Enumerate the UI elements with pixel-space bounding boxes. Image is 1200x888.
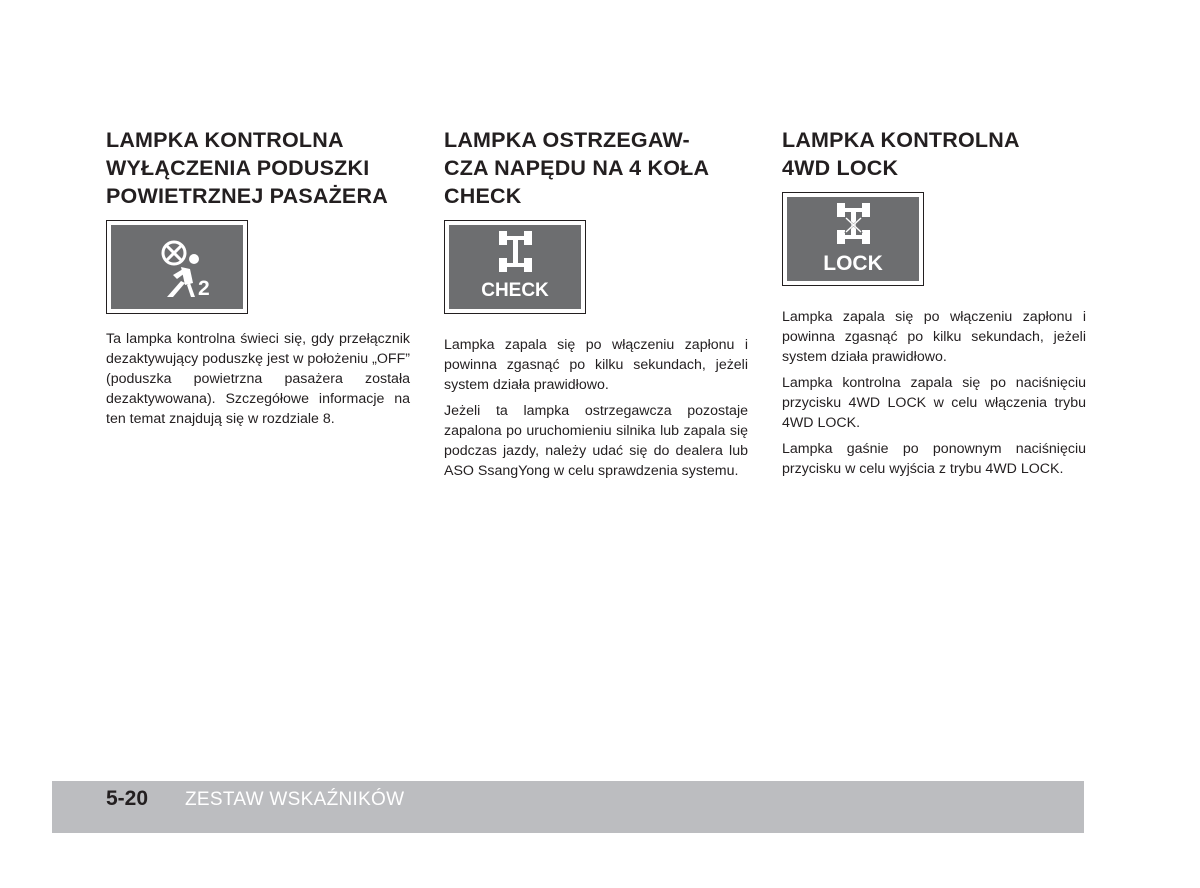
body-text <box>106 329 410 429</box>
airbag-icon-number: 2 <box>198 277 210 300</box>
heading-line: CHECK <box>444 184 522 208</box>
heading-line: LAMPKA KONTROLNA <box>106 128 344 152</box>
warning-lamp-frame <box>444 220 586 314</box>
page-number: 5-20 <box>106 787 149 810</box>
paragraph: Lampka zapala się po włączeniu zapłonu i powinna zgasnąć po kilku sekundach, jeżeli system działa prawidłowo. <box>444 337 748 393</box>
paragraph: Ta lampka kontrolna świeci się, gdy przełącznik dezaktywujący poduszkę jest w położeniu „OFF” (poduszka powietrzna pasażera została dezaktywowana). Szczegółowe informacje na ten temat znajdują się w rozdziale 8. <box>106 331 410 427</box>
paragraph: Lampka zapala się po włączeniu zapłonu i powinna zgasnąć po kilku sekundach, jeżeli system działa prawidłowo. <box>782 309 1086 365</box>
column-4wd-lock <box>782 126 1086 485</box>
warning-lamp-frame <box>106 220 248 314</box>
4wd-check-icon <box>449 225 581 309</box>
section-title: ZESTAW WSKAŹNIKÓW <box>185 789 405 810</box>
heading-line: LAMPKA KONTROLNA <box>782 128 1020 152</box>
section-heading <box>782 126 1086 182</box>
paragraph: Jeżeli ta lampka ostrzegawcza pozostaje zapalona po uruchomieniu silnika lub zapala się podczas jazdy, należy udać się do dealera lub ASO SsangYong w celu sprawdzenia systemu. <box>444 403 748 479</box>
check-label: CHECK <box>481 280 549 301</box>
paragraph: Lampka kontrolna zapala się po naciśnięciu przycisku 4WD LOCK w celu włączenia trybu 4WD LOCK. <box>782 375 1086 431</box>
heading-line: CZA NAPĘDU NA 4 KOŁA <box>444 156 710 180</box>
body-text <box>444 335 748 481</box>
column-4wd-check <box>444 126 748 487</box>
4wd-lock-icon <box>787 197 919 281</box>
section-heading <box>106 126 410 210</box>
lock-label: LOCK <box>823 252 883 275</box>
heading-line: LAMPKA OSTRZEGAW- <box>444 128 690 152</box>
section-heading <box>444 126 748 210</box>
heading-line: 4WD LOCK <box>782 156 899 180</box>
body-text <box>782 307 1086 479</box>
heading-line: WYŁĄCZENIA PODUSZKI <box>106 156 370 180</box>
warning-lamp-frame <box>782 192 924 286</box>
airbag-off-icon <box>111 225 243 309</box>
page-footer <box>52 781 1084 833</box>
paragraph: Lampka gaśnie po ponownym naciśnięciu przycisku w celu wyjścia z trybu 4WD LOCK. <box>782 441 1086 477</box>
heading-line: POWIETRZNEJ PASAŻERA <box>106 184 388 208</box>
column-airbag-off <box>106 126 410 435</box>
